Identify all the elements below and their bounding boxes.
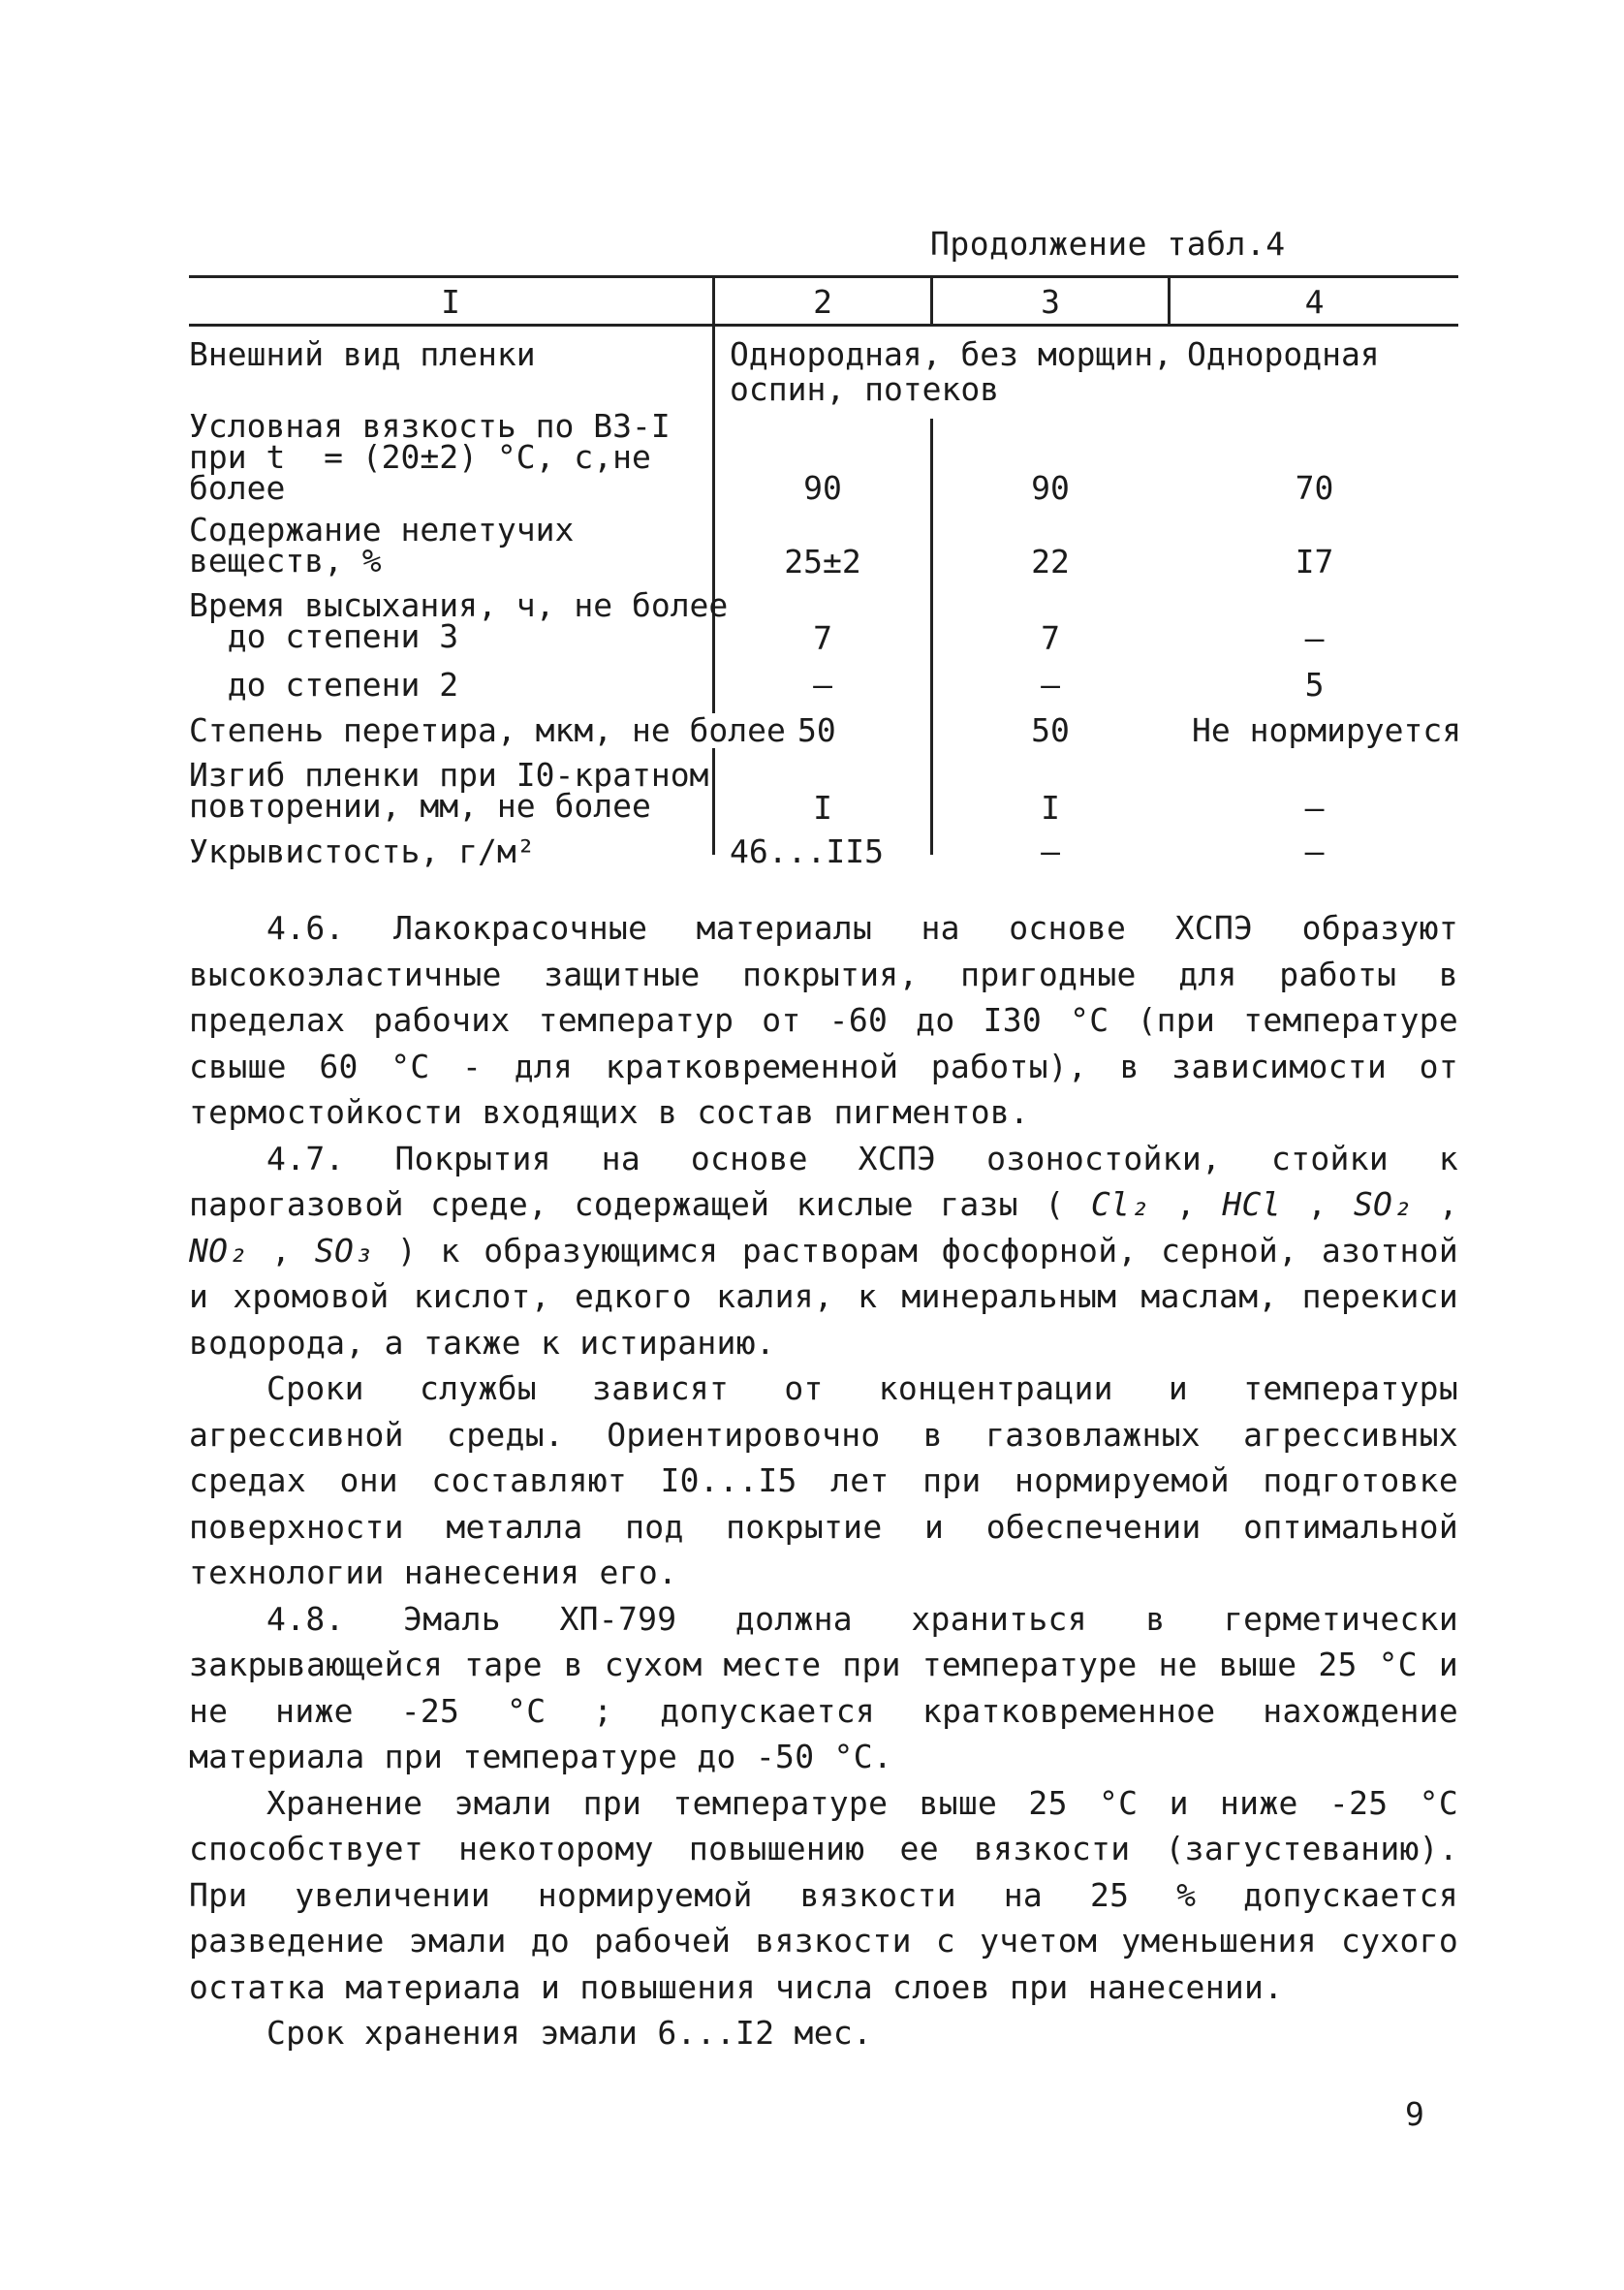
table-header-col1: I: [441, 283, 460, 321]
table-cell: 25±2: [784, 543, 861, 580]
table-cell: Однородная, без морщин, оспин, потеков: [730, 335, 1172, 408]
table-cell: 7: [813, 619, 832, 657]
table-top-rule: [189, 275, 1458, 278]
table-cell: I: [1041, 789, 1060, 827]
page-number: 9: [1405, 2095, 1424, 2133]
paragraph-4-7: 4.7. Покрытия на основе ХСПЭ озоностойки, стойки к парогазовой среде, содержащей кислые газы ( Cl₂ , HCl , SO₂ , NO₂ , SO₃ ) к образующимся растворам фосфорной, серной, азотной и хромовой кислот, едкого калия, к минеральным маслам, перекиси водорода, а также к истиранию.: [189, 1139, 1458, 1362]
paragraph-4-7-end: ) к образующимся растворам фосфорной, серной, азотной и хромовой кислот, едкого калия, к минеральным маслам, перекиси водорода, а также к истиранию.: [189, 1231, 1458, 1362]
table-cell: I7: [1295, 543, 1334, 580]
body-text: [189, 905, 1458, 2056]
table-row-label: Содержание нелетучих веществ, %: [189, 511, 575, 580]
table-cell: 46...II5: [730, 832, 884, 870]
table-caption: Продолжение табл.4: [930, 225, 1286, 263]
table-header-col3: 3: [1041, 283, 1060, 321]
table-header-col2: 2: [813, 283, 832, 321]
table-cell: 7: [1041, 619, 1060, 657]
table-cell: 22: [1031, 543, 1070, 580]
gas-formula: HCl: [1222, 1185, 1281, 1223]
table-cell: 90: [1031, 469, 1070, 507]
table-cell: 50: [797, 711, 836, 749]
table-cell: –: [1041, 666, 1060, 704]
paragraph-4-8: 4.8. Эмаль ХП-799 должна храниться в герметически закрывающейся таре в сухом месте при температуре не выше 25 °С и не ниже -25 °С ; допускается кратковременное нахождение материала при температуре до -50 °С.: [189, 1599, 1458, 1775]
table-row-label: Условная вязкость по ВЗ-I при t = (20±2) °С, с,не более: [189, 407, 671, 507]
table-cell: –: [1041, 832, 1060, 870]
paragraph-service-life: Сроки службы зависят от концентрации и температуры агрессивной среды. Ориентировочно в газовлажных агрессивных средах они составляют I0...I5 лет при нормируемой подготовке поверхности металла под покрытие и обеспечении оптимальной технологии нанесения его.: [189, 1369, 1458, 1591]
table-cell: 5: [1304, 666, 1325, 704]
table-row-label: Степень перетира, мкм, не более: [189, 713, 792, 748]
table-cell: –: [1304, 789, 1325, 827]
table-header-rule: [189, 324, 1458, 327]
table-row-label: Время высыхания, ч, не более до степени 3: [189, 586, 729, 655]
table-cell: I: [813, 789, 832, 827]
table-cell: –: [1304, 619, 1325, 657]
table-header-col4: 4: [1304, 283, 1325, 321]
table-row-label: Внешний вид пленки: [189, 335, 536, 373]
table-cell: –: [1304, 832, 1325, 870]
paragraph-4-6: 4.6. Лакокрасочные материалы на основе ХСПЭ образуют высокоэластичные защитные покрытия, пригодные для работы в пределах рабочих температур от -60 до I30 °С (при температуре свыше 60 °С - для кратковременной работы), в зависимости от термостойкости входящих в состав пигментов.: [189, 909, 1458, 1131]
table-cell: 90: [803, 469, 842, 507]
table-cell: Не нормируется: [1192, 711, 1462, 749]
paragraph-shelf-life: Срок хранения эмали 6...I2 мес.: [266, 2014, 873, 2052]
table-cell: –: [813, 666, 832, 704]
gas-formula: Cl₂: [1090, 1185, 1150, 1223]
paragraph-storage: Хранение эмали при температуре выше 25 °С и ниже -25 °С способствует некоторому повышению ее вязкости (загустеванию). При увеличении нормируемой вязкости на 25 % допускается разведение эмали до рабочей вязкости с учетом уменьшения сухого остатка материала и повышения числа слоев при нанесении.: [189, 1783, 1458, 2006]
gas-formula: SO₂: [1353, 1185, 1413, 1223]
table-row-label: Укрывистость, г/м²: [189, 832, 536, 870]
table-cell: Однородная: [1187, 335, 1380, 373]
gas-formula: NO₂: [189, 1231, 248, 1270]
table-row-label: до степени 2: [189, 666, 459, 704]
paragraph-4-7-start: 4.7. Покрытия на основе ХСПЭ озоностойки, стойки к парогазовой среде, содержащей кислые газы (: [189, 1139, 1458, 1223]
table-cell: 50: [1031, 711, 1070, 749]
table-cell: 70: [1295, 469, 1334, 507]
gas-formula: SO₃: [314, 1231, 374, 1270]
table-row-label: Изгиб пленки при I0-кратном повторении, мм, не более: [189, 756, 709, 825]
